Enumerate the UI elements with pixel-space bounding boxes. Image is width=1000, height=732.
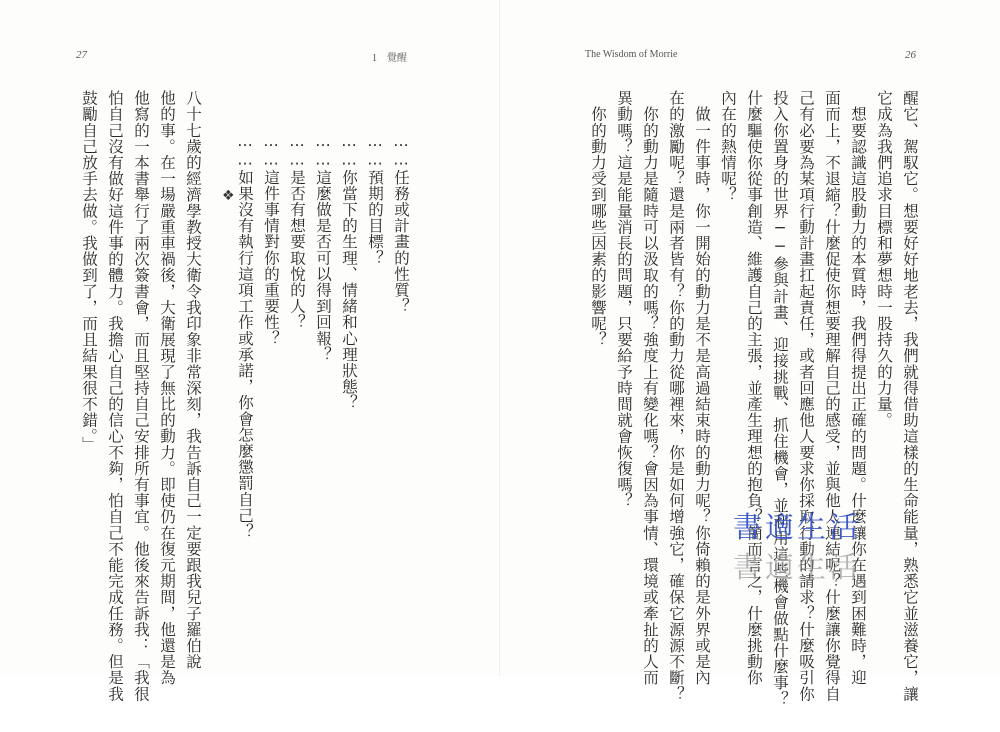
section-ornament-icon: ❖ (222, 188, 235, 204)
chapter-header: 1 覺醒 (372, 53, 407, 64)
right-column-4: 面而上，不退縮？什麼促使你想要理解自己的感受，並與他人連結呢？什麼讓你覺得自 (823, 90, 841, 702)
left-column-11: 怕自己沒有做好這件事的體力。我擔心自己的信心不夠，怕自己不能完成任務。但是我 (106, 90, 124, 702)
right-column-12: 異動嗎？這是能量消長的問題，只要給予時間就會恢復嗎？ (615, 90, 633, 509)
left-column-10: 他寫的一本書舉行了兩次簽書會，而且堅持自己安排所有事宜。他後來告訴我：「我很 (132, 90, 150, 702)
right-column-11: 你的動力是隨時可以汲取的嗎？強度上有變化嗎？會因為事情、環境或牽扯的人而 (641, 90, 659, 686)
right-column-8: 內在的熱情呢？ (719, 90, 737, 203)
right-page-number: 26 (905, 49, 916, 61)
right-column-5: 己有必要為某項行動計畫扛起責任，或者回應他人要求你採取行動的請求？什麼吸引你 (797, 90, 815, 702)
left-column-7: ……如果沒有執行這項工作或承諾，你會怎麼懲罰自己？ (236, 132, 254, 540)
book-title-header: The Wisdom of Morrie (585, 49, 678, 60)
right-column-9: 做一件事時，你一開始的動力是不是高過結束時的動力呢？你倚賴的是外界或是內 (693, 90, 711, 686)
watermark-shadow-text: 書適生活 (733, 550, 862, 584)
left-column-4: ……這麼做是否可以得到回報？ (314, 132, 332, 363)
watermark-stamp (733, 505, 862, 587)
left-page (0, 0, 500, 702)
left-column-5: ……是否有想要取悅的人？ (288, 132, 306, 331)
right-column-1: 醒它、駕馭它。想要好好地老去，我們就得借助這樣的生命能量，熟悉它並滋養它，讓 (901, 90, 919, 702)
left-column-1: ……任務或計畫的性質？ (392, 132, 410, 315)
right-column-10: 在的激勵呢？還是兩者皆有？你的動力從哪裡來，你是如何增強它，確保它源源不斷？ (667, 90, 685, 702)
right-column-7: 什麼驅使你從事創造、維護自己的主張，並產生理想的抱負？簡而言之，什麼挑動你 (745, 90, 763, 686)
left-column-6: ……這件事情對你的重要性？ (262, 132, 280, 347)
left-column-9: 他的事。在一場嚴重車禍後，大衛展現了無比的動力。即使仍在復元期間，他還是為 (158, 90, 176, 686)
watermark-text: 書適生活 (733, 510, 862, 544)
left-column-3: ……你當下的生理、情緒和心理狀態？ (340, 132, 358, 411)
left-column-8: 八十七歲的經濟學教授大衛令我印象非常深刻，我告訴自己一定要跟我兒子羅伯說 (184, 90, 202, 670)
left-page-number: 27 (76, 49, 87, 61)
left-column-2: ……預期的目標？ (366, 132, 384, 266)
right-column-6: 投入你置身的世界──參與計畫、迎接挑戰、抓住機會，並利用這些機會做點什麼事？ (771, 90, 789, 707)
right-column-2: 它成為我們追求目標和夢想時一股持久的力量。 (875, 90, 893, 429)
left-column-12: 鼓勵自己放手去做。我做到了，而且結果很不錯。」 (80, 90, 98, 453)
right-column-3: 想要認識這股動力的本質時，我們得提出正確的問題。什麼讓你在遇到困難時，迎 (849, 90, 867, 686)
right-column-13: 你的動力受到哪些因素的影響呢？ (589, 90, 607, 348)
